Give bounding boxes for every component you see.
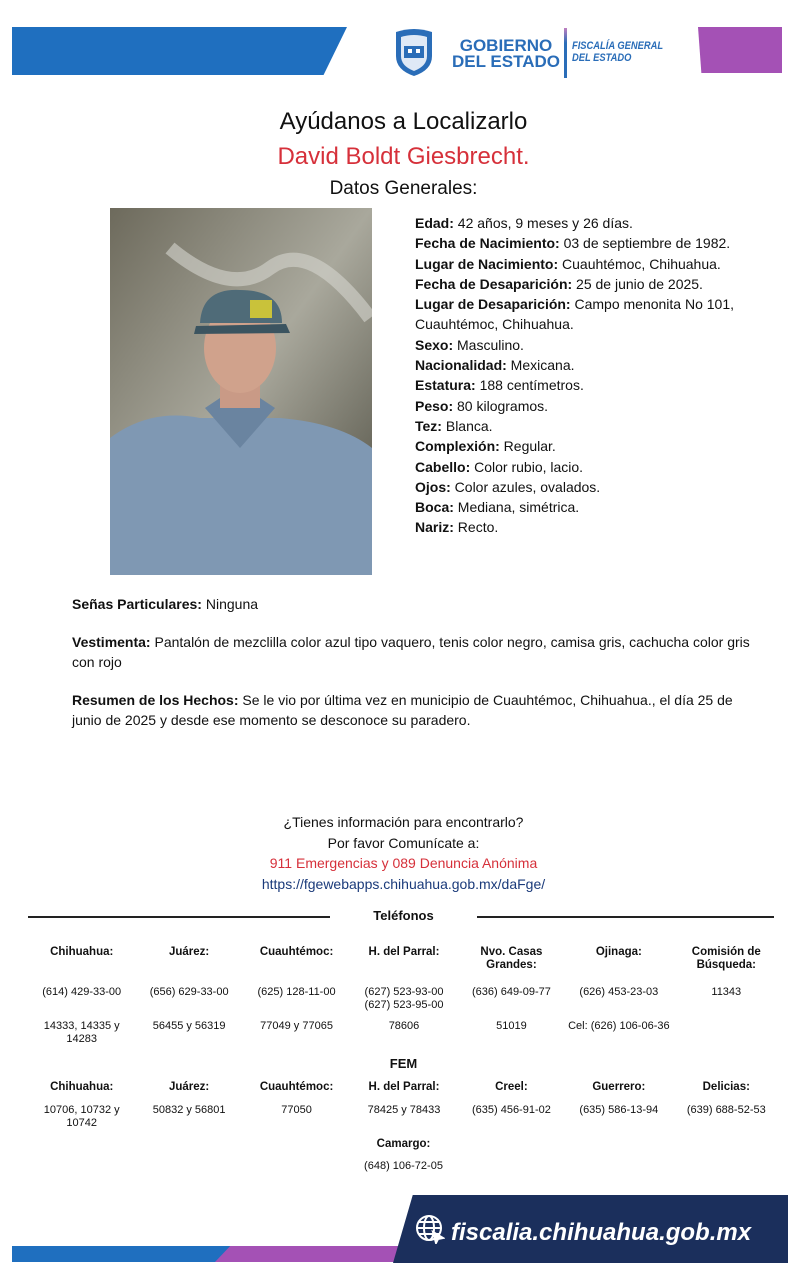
camargo-label: Camargo: (376, 1138, 431, 1150)
table-cell: 77050 (281, 1104, 312, 1116)
camargo-phone: (648) 106-72-05 (364, 1160, 443, 1172)
page-title: Ayúdanos a Localizarlo (279, 108, 528, 135)
detail-value: 80 kilogramos. (453, 397, 549, 414)
telefonos-row (28, 986, 780, 1012)
table-cell: (614) 429-33-00 (42, 986, 122, 998)
table-cell: Juárez: (168, 1081, 210, 1093)
header-blue-bar (12, 27, 347, 75)
detail-label: Nacionalidad: (415, 357, 507, 374)
detail-value: 188 centímetros. (475, 377, 584, 394)
detail-label: Cabello: (415, 458, 471, 475)
detail-label: Edad: (415, 215, 454, 231)
table-cell: 51019 (496, 1020, 527, 1032)
table-cell: (639) 688-52-53 (686, 1104, 766, 1116)
detail-value: Recto. (453, 519, 499, 536)
table-cell: 50832 y 56801 (152, 1104, 226, 1116)
table-cell: Creel: (495, 1081, 528, 1093)
detail-item (415, 233, 750, 253)
telefonos-headers (28, 946, 780, 972)
telefonos-title: Teléfonos (373, 908, 434, 923)
table-cell: (627) 523-93-00 (627) 523-95-00 (364, 986, 444, 1011)
table-cell: Cuauhtémoc: (259, 1081, 334, 1093)
table-cell: 77049 y 77065 (260, 1020, 333, 1032)
gobierno-logo-text: GOBIERNO DEL ESTADO (452, 36, 560, 71)
detail-value: 25 de junio de 2025. (572, 275, 703, 292)
detail-label: Fecha de Desaparición: (415, 275, 573, 292)
detail-label: Lugar de Desaparición: (415, 296, 571, 313)
table-cell: Chihuahua: (50, 1081, 114, 1093)
detail-item (415, 294, 750, 335)
table-cell: Delicias: (702, 1081, 750, 1093)
detail-value: 42 años, 9 meses y 26 días. (453, 215, 633, 231)
missing-person-name: David Boldt Giesbrecht. (277, 143, 530, 170)
distinguishing-marks (72, 594, 762, 614)
table-cell: (636) 649-09-77 (471, 986, 551, 998)
table-cell: H. del Parral: (368, 1081, 440, 1093)
detail-value: Color rubio, lacio. (470, 458, 584, 475)
footer-blue-bar (12, 1246, 232, 1262)
table-cell: Comisión de Búsqueda: (691, 946, 761, 971)
table-cell: Cel: (626) 106-06-36 (568, 1020, 670, 1032)
detail-label: Boca: (415, 499, 454, 516)
detail-item (415, 457, 750, 477)
state-shield-logo (392, 28, 436, 83)
detail-item (415, 436, 750, 456)
detail-label: Tez: (415, 417, 442, 434)
table-cell: 78606 (388, 1020, 420, 1032)
detail-item (415, 517, 750, 537)
missing-person-photo (110, 208, 372, 575)
table-cell: 11343 (711, 986, 742, 998)
table-cell: 10706, 10732 y 10742 (43, 1104, 120, 1129)
emergency-numbers: 911 Emergencias y 089 Denuncia Anónima (269, 855, 538, 871)
detail-value: Mediana, simétrica. (453, 499, 580, 516)
table-cell: Chihuahua: (50, 946, 114, 958)
detail-item (415, 375, 750, 395)
detail-item (415, 355, 750, 375)
detail-value: Mexicana. (506, 357, 575, 374)
detail-value: Color azules, ovalados. (450, 478, 601, 495)
contact-instruction: Por favor Comunícate a: (327, 834, 480, 851)
table-cell: 78425 y 78433 (367, 1104, 441, 1116)
section-title: Datos Generales: (329, 178, 478, 199)
detail-label: Lugar de Nacimiento: (415, 255, 559, 272)
table-cell: Guerrero: (592, 1081, 646, 1093)
telefonos-row (28, 1020, 780, 1046)
senas-label: Señas Particulares: (72, 596, 202, 612)
vestimenta-value: Pantalón de mezclilla color azul tipo vaquero, tenis color negro, camisa gris, cachucha color gris con rojo (72, 634, 750, 670)
detail-label: Estatura: (415, 377, 476, 394)
detail-label: Complexión: (415, 438, 500, 455)
table-cell: (626) 453-23-03 (579, 986, 659, 998)
table-cell: (625) 128-11-00 (257, 986, 336, 998)
detail-label: Nariz: (415, 519, 454, 536)
resumen-label: Resumen de los Hechos: (72, 692, 239, 708)
table-cell: Juárez: (168, 946, 210, 958)
detail-item (415, 477, 750, 497)
table-cell (673, 1020, 780, 1046)
detail-label: Ojos: (415, 478, 451, 495)
detail-item (415, 213, 750, 233)
resumen-value: Se le vio por última vez en municipio de Cuauhtémoc, Chihuahua., el día 25 de junio de 2025 y desde ese momento se desconoce su paradero. (72, 692, 733, 728)
detail-label: Fecha de Nacimiento: (415, 235, 560, 252)
table-cell: (635) 586-13-94 (579, 1104, 659, 1116)
fem-headers (28, 1081, 780, 1094)
detail-item (415, 497, 750, 517)
detail-value: Cuauhtémoc, Chihuahua. (558, 255, 721, 272)
table-cell: (656) 629-33-00 (149, 986, 229, 998)
table-cell: Nvo. Casas Grandes: (480, 946, 543, 971)
vestimenta-label: Vestimenta: (72, 634, 151, 650)
detail-value: Campo menonita No 101, Cuauhtémoc, Chihuahua. (415, 296, 735, 333)
table-cell: H. del Parral: (368, 946, 440, 958)
table-cell: Ojinaga: (595, 946, 642, 958)
globe-icon (415, 1214, 445, 1251)
contact-block (0, 812, 807, 894)
general-data-list (415, 213, 750, 538)
detail-label: Sexo: (415, 336, 454, 353)
footer-url-text: fiscalia.chihuahua.gob.mx (451, 1218, 752, 1246)
detail-item (415, 254, 750, 274)
report-link[interactable]: https://fgewebapps.chihuahua.gob.mx/daFge/ (261, 875, 546, 892)
detail-item (415, 396, 750, 416)
detail-label: Peso: (415, 397, 454, 414)
detail-value: Regular. (499, 438, 556, 455)
clothing (72, 632, 762, 672)
table-cell: (635) 456-91-02 (471, 1104, 551, 1116)
logo-divider (564, 28, 567, 78)
detail-value: Blanca. (441, 417, 493, 434)
detail-item (415, 335, 750, 355)
detail-item (415, 416, 750, 436)
contact-question: ¿Tienes información para encontrarlo? (283, 814, 524, 830)
header-purple-bar (698, 27, 782, 73)
fiscalia-logo-text: FISCALÍA GENERAL DEL ESTADO (572, 40, 664, 64)
senas-value: Ninguna (201, 596, 259, 612)
footer-purple-bar (215, 1246, 405, 1262)
detail-item (415, 274, 750, 294)
detail-value: Masculino. (453, 336, 524, 353)
detail-value: 03 de septiembre de 1982. (559, 235, 731, 252)
facts-summary (72, 690, 762, 730)
table-cell: 56455 y 56319 (152, 1020, 226, 1032)
footer-url[interactable] (415, 1214, 751, 1251)
table-cell: 14333, 14335 y 14283 (43, 1020, 120, 1045)
fem-row (28, 1104, 780, 1130)
fem-title: FEM (389, 1056, 418, 1071)
table-cell: Cuauhtémoc: (259, 946, 334, 958)
